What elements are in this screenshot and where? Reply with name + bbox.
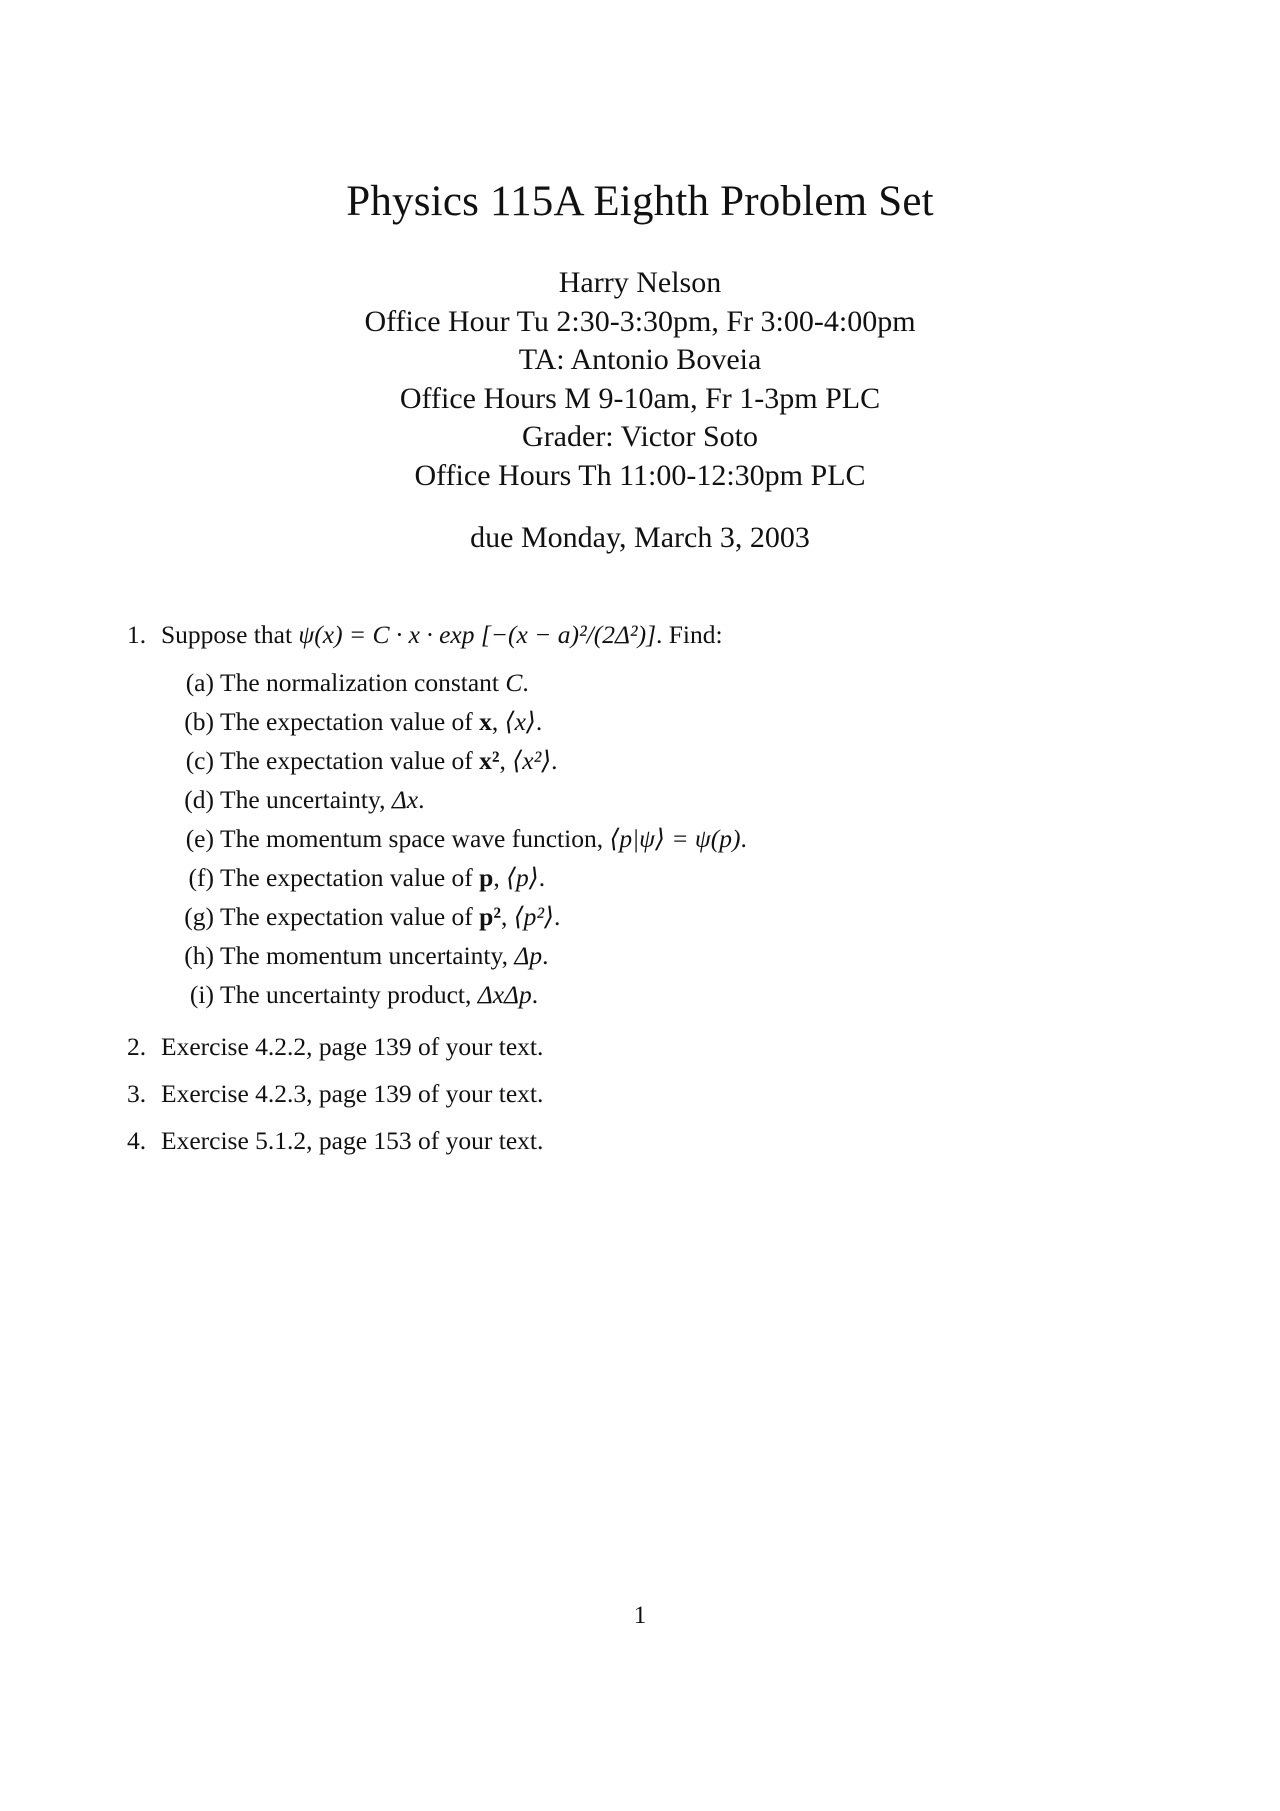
subpart-text: The uncertainty product, [220, 980, 478, 1009]
subpart-text: The expectation value of [220, 902, 480, 931]
grader-name: Grader: Victor Soto [522, 420, 758, 454]
subpart-d [170, 783, 1167, 822]
subpart-math: ⟨x⟩ [504, 707, 536, 736]
subpart-separator: , [491, 707, 505, 736]
subpart-math: ⟨p|ψ⟩ = ψ(p) [609, 824, 741, 853]
problem-text-suffix: . Find: [656, 620, 723, 649]
subpart-math: C [505, 668, 523, 697]
ta-name: TA: Antonio Boveia [518, 343, 762, 377]
subpart-operator: p² [479, 902, 501, 931]
subpart-operator: x [479, 707, 492, 736]
subpart-operator: x² [479, 746, 500, 775]
instructor-name: Harry Nelson [558, 266, 722, 299]
subpart-label: (i) [189, 980, 214, 1009]
problem-list [127, 618, 1167, 1171]
subpart-separator: , [499, 746, 513, 775]
subpart-text: The expectation value of [220, 707, 480, 736]
subpart-e [170, 822, 1167, 861]
subpart-end: . [531, 980, 539, 1009]
ta-office-hours: Office Hours M 9-10am, Fr 1-3pm PLC [399, 381, 881, 415]
problem-text-prefix: Suppose that [161, 620, 299, 649]
subpart-text: The uncertainty, [220, 785, 392, 814]
subpart-label: (g) [184, 902, 214, 931]
subpart-h [170, 939, 1167, 978]
problem-text: Exercise 4.2.3, page 139 of your text. [161, 1079, 544, 1108]
problem-number: 4. [127, 1126, 147, 1155]
document-title: Physics 115A Eighth Problem Set [346, 178, 934, 225]
problem-number: 3. [127, 1079, 147, 1108]
subpart-separator: , [500, 902, 514, 931]
subpart-text: The expectation value of [220, 746, 480, 775]
subpart-text: The momentum uncertainty, [220, 941, 515, 970]
subpart-end: . [551, 746, 558, 775]
subpart-math: Δp [514, 941, 543, 970]
subpart-math: ⟨x²⟩ [512, 746, 552, 775]
subpart-end: . [418, 785, 425, 814]
problem-text: Exercise 4.2.2, page 139 of your text. [161, 1032, 544, 1061]
subpart-a [170, 666, 1167, 705]
problem-1 [127, 618, 1167, 1017]
subpart-end: . [522, 668, 529, 697]
subpart-math: ⟨p⟩ [506, 863, 539, 892]
subpart-label: (d) [184, 785, 214, 814]
grader-office-hours: Office Hours Th 11:00-12:30pm PLC [414, 458, 866, 492]
subpart-label: (f) [188, 863, 214, 892]
problem-formula: ψ(x) = C · x · exp [−(x − a)²/(2Δ²)] [298, 620, 656, 649]
subpart-end: . [554, 902, 561, 931]
subpart-label: (c) [185, 746, 214, 775]
subpart-text: The momentum space wave function, [220, 824, 610, 853]
course-info-block [0, 264, 1280, 496]
problem-2 [127, 1030, 1167, 1077]
problem-4 [127, 1124, 1167, 1171]
subpart-b [170, 705, 1167, 744]
problem-number: 2. [127, 1032, 147, 1061]
subpart-end: . [535, 707, 543, 736]
problem-text: Exercise 5.1.2, page 153 of your text. [161, 1126, 544, 1155]
subpart-list [161, 666, 1167, 1017]
subpart-end: . [740, 824, 747, 853]
subpart-math: ⟨p²⟩ [513, 902, 555, 931]
subpart-math: Δx [391, 785, 419, 814]
subpart-label: (a) [185, 668, 214, 697]
problem-3 [127, 1077, 1167, 1124]
page-number: 1 [633, 1602, 647, 1629]
subpart-text: The expectation value of [220, 863, 480, 892]
subpart-math: ΔxΔp [477, 980, 532, 1009]
subpart-g [170, 900, 1167, 939]
subpart-label: (b) [184, 707, 214, 736]
subpart-separator: , [493, 863, 507, 892]
subpart-label: (h) [184, 941, 214, 970]
problem-number: 1. [127, 620, 147, 649]
subpart-i [170, 978, 1167, 1017]
subpart-c [170, 744, 1167, 783]
subpart-operator: p [479, 863, 494, 892]
instructor-office-hours: Office Hour Tu 2:30-3:30pm, Fr 3:00-4:00pm [364, 304, 916, 338]
subpart-end: . [542, 941, 549, 970]
subpart-text: The normalization constant [220, 668, 506, 697]
subpart-f [170, 861, 1167, 900]
subpart-label: (e) [185, 824, 214, 853]
subpart-end: . [538, 863, 546, 892]
due-date: due Monday, March 3, 2003 [470, 521, 810, 554]
